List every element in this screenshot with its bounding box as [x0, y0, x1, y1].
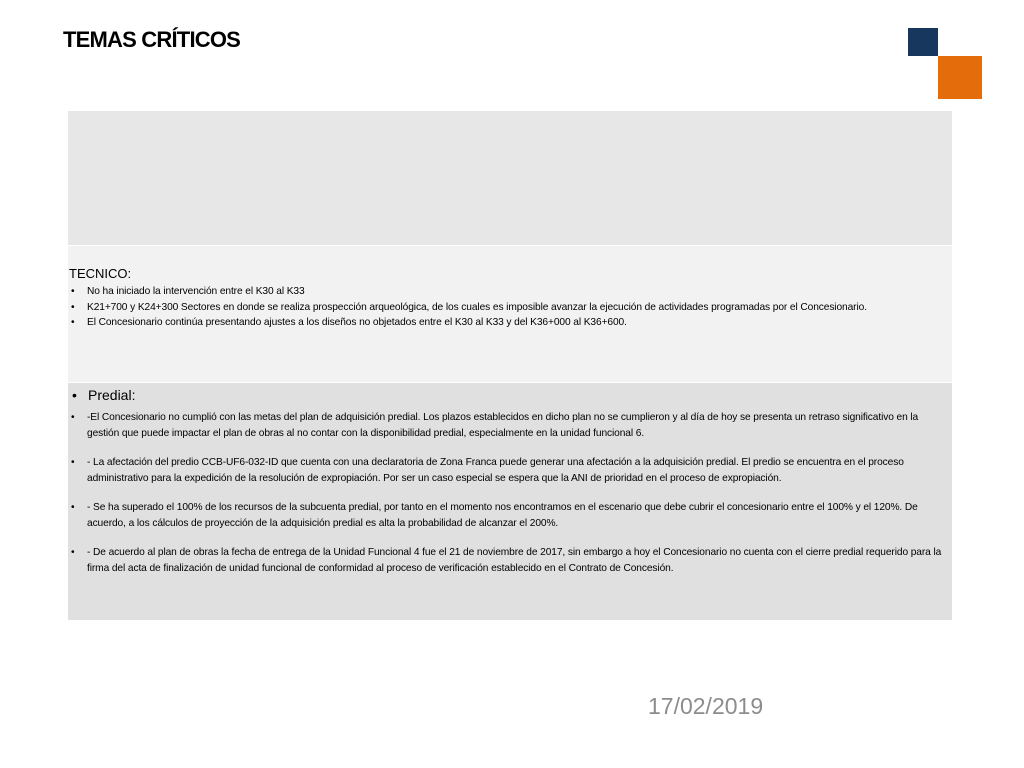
bullet: •: [72, 387, 77, 403]
bullet: •: [71, 457, 75, 468]
navy-square-decoration: [908, 28, 938, 56]
predial-heading: Predial:: [88, 387, 136, 403]
predial-item-text: - La afectación del predio CCB-UF6-032-ID que cuenta con una declaratoria de Zona Franca puede generar una afectación a la adquisición predial. El predio se encuentra en el proceso administrativo para la expedición de la resolución de expropiación. Por ser un caso especial se espera que la ANI de prioridad en el proceso de expropiación.: [87, 457, 904, 484]
slide-date: 17/02/2019: [648, 693, 764, 719]
predial-item: [68, 455, 952, 486]
tecnico-list: [68, 284, 952, 331]
predial-list: [68, 410, 952, 576]
predial-item: [68, 410, 952, 441]
slide-title: TEMAS CRÍTICOS: [63, 27, 241, 52]
tecnico-item: [68, 300, 952, 316]
empty-row: [68, 111, 952, 246]
predial-item-text: - De acuerdo al plan de obras la fecha de entrega de la Unidad Funcional 4 fue el 21 de noviembre de 2017, sin embargo a hoy el Concesionario no cuenta con el cierre predial requerido para la firma del acta de finalización de unidad funcional de conformidad al proceso de verificación establecido en el Contrato de Concesión.: [87, 547, 942, 574]
predial-item: [68, 500, 952, 531]
critical-issues-table: [68, 111, 952, 620]
predial-heading-line: [69, 387, 952, 403]
tecnico-item-text: K21+700 y K24+300 Sectores en donde se realiza prospección arqueológica, de los cuales es imposible avanzar la ejecución de actividades programadas por el Concesionario.: [87, 301, 867, 313]
tecnico-row: [68, 246, 952, 383]
bullet: •: [71, 317, 75, 328]
predial-item-text: -El Concesionario no cumplió con las metas del plan de adquisición predial. Los plazos establecidos en dicho plan no se cumplieron y al día de hoy se presenta un retraso significativo en la gestión que puede impactar el plan de obras al no contar con la disponibilidad predial, especialmente en la unidad funcional 6.: [87, 412, 919, 439]
tecnico-item-text: El Concesionario continúa presentando ajustes a los diseños no objetados entre el K30 al K33 y del K36+000 al K36+600.: [87, 317, 627, 328]
bullet: •: [71, 502, 75, 513]
predial-row: [68, 383, 952, 620]
predial-item-text: - Se ha superado el 100% de los recursos de la subcuenta predial, por tanto en el momento nos encontramos en el escenario que debe cubrir el concesionario entre el 100% y el 120%. De acuerdo, a los cálculos de proyección de la adquisición predial es alta la probabilidad de alcanzar el 200%.: [87, 502, 918, 529]
bullet: •: [71, 547, 75, 558]
bullet: •: [71, 412, 75, 423]
orange-square-decoration: [938, 56, 982, 99]
bullet: •: [71, 301, 75, 313]
bullet: •: [71, 286, 75, 297]
predial-item: [68, 545, 952, 576]
tecnico-item: [68, 315, 952, 331]
tecnico-item: [68, 284, 952, 300]
tecnico-heading: TECNICO:: [69, 266, 132, 281]
tecnico-item-text: No ha iniciado la intervención entre el K30 al K33: [87, 286, 305, 297]
